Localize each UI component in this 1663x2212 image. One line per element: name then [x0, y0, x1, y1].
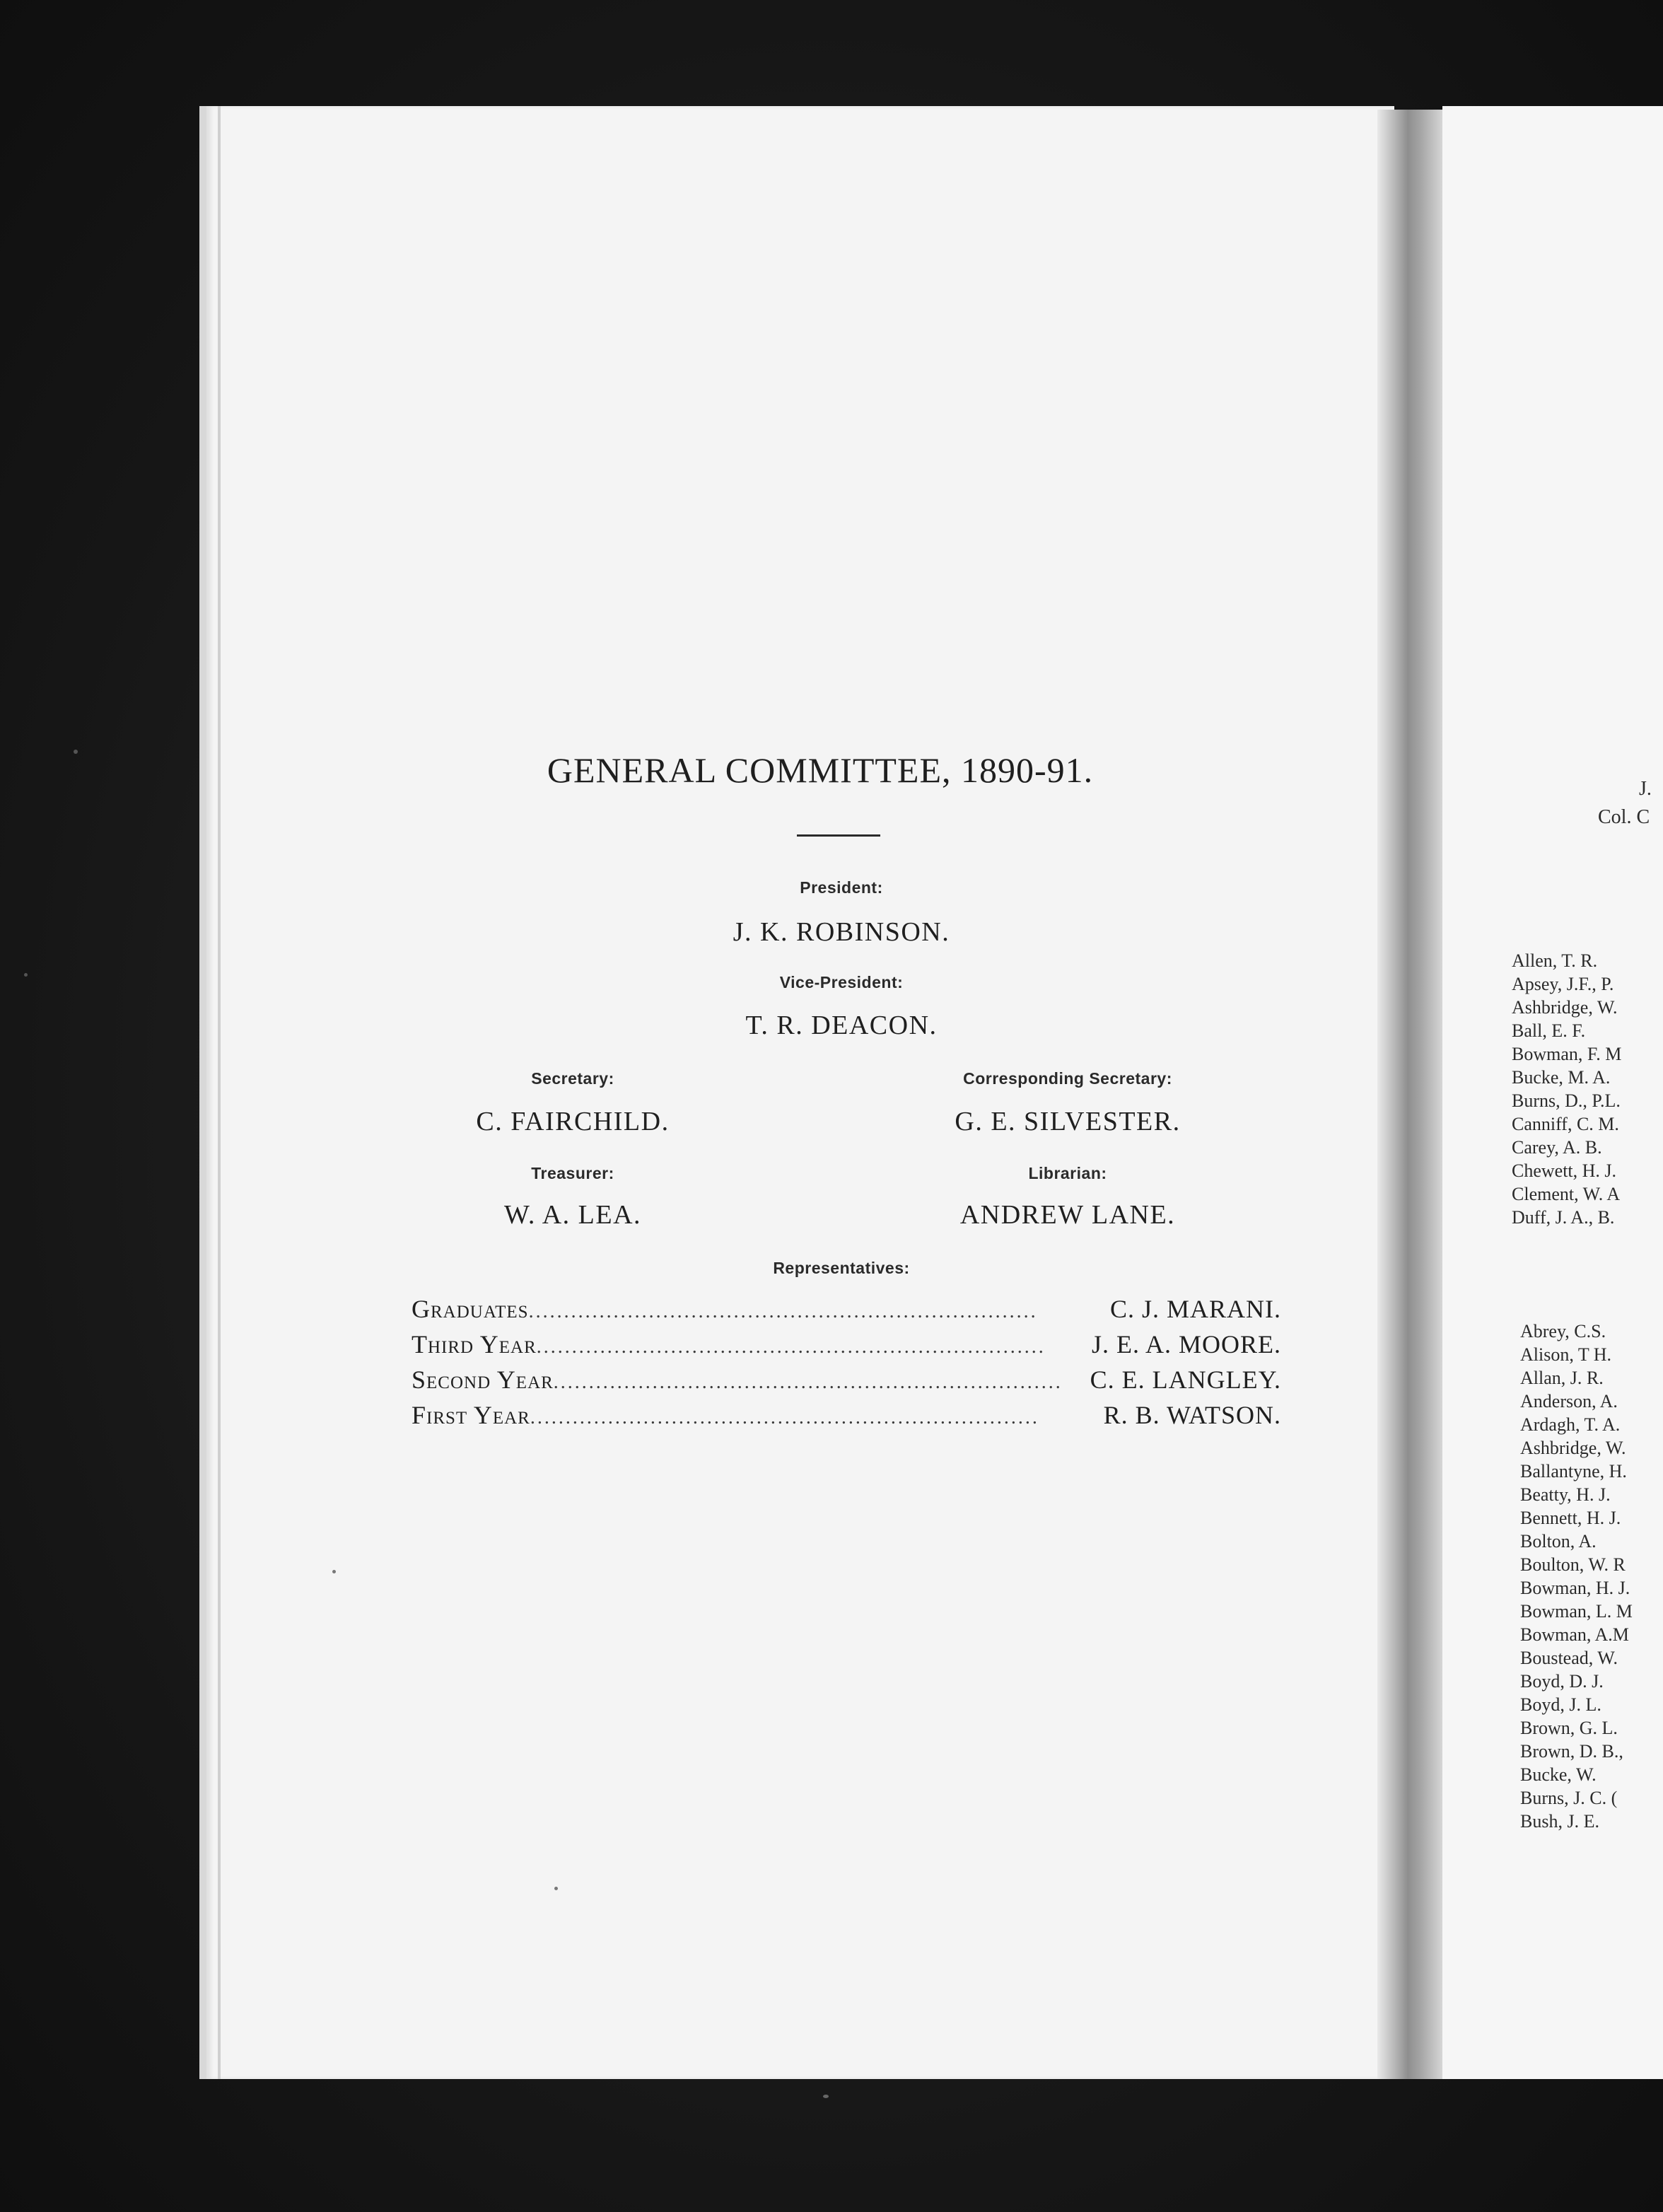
corresponding-secretary-name: G. E. SILVESTER.	[955, 1107, 1181, 1136]
list-item: Bowman, F. M	[1512, 1044, 1622, 1064]
list-item: Bolton, A.	[1520, 1531, 1597, 1552]
representative-row	[412, 1365, 1281, 1400]
list-item: Bowman, A.M	[1520, 1624, 1629, 1645]
representative-row	[412, 1400, 1281, 1436]
list-item: Chewett, H. J.	[1512, 1160, 1617, 1181]
representative-name: C. E. LANGLEY.	[1090, 1366, 1281, 1394]
list-item: Bucke, M. A.	[1512, 1067, 1611, 1088]
facing-top-line: J.	[1639, 778, 1652, 800]
list-item: Clement, W. A	[1512, 1184, 1621, 1204]
list-item: Bowman, H. J.	[1520, 1578, 1630, 1598]
list-item: Boustead, W.	[1520, 1648, 1618, 1668]
scan-speck	[24, 973, 28, 977]
list-item: Allan, J. R.	[1520, 1368, 1604, 1388]
list-item: Duff, J. A., B.	[1512, 1207, 1615, 1228]
representative-row	[412, 1329, 1281, 1365]
list-item: Carey, A. B.	[1512, 1137, 1602, 1158]
title-rule	[797, 834, 880, 837]
book-gutter	[1377, 110, 1445, 2079]
list-item: Brown, G. L.	[1520, 1718, 1618, 1738]
president-label: President:	[800, 878, 883, 897]
scan-speck	[823, 2095, 829, 2098]
facing-list-two	[1520, 1320, 1633, 1833]
leader-dots: ........................................................................	[536, 1336, 1046, 1358]
list-item: Ardagh, T. A.	[1520, 1414, 1621, 1435]
list-item: Brown, D. B.,	[1520, 1741, 1623, 1762]
representative-name: J. E. A. MOORE.	[1091, 1330, 1281, 1358]
page-title: GENERAL COMMITTEE, 1890-91.	[547, 750, 1094, 790]
leader-dots: ........................................................................	[528, 1300, 1038, 1322]
list-item: Bucke, W.	[1520, 1764, 1597, 1785]
treasurer-label: Treasurer:	[531, 1164, 614, 1182]
facing-top-line: Col. C	[1598, 806, 1650, 828]
list-item: Boyd, D. J.	[1520, 1671, 1604, 1692]
list-item: Bush, J. E.	[1520, 1811, 1599, 1832]
representative-year: Graduates	[412, 1295, 529, 1323]
list-item: Ball, E. F.	[1512, 1020, 1586, 1041]
list-item: Bowman, L. M	[1520, 1601, 1633, 1622]
vice-president-name: T. R. DEACON.	[745, 1011, 938, 1040]
list-item: Boyd, J. L.	[1520, 1694, 1601, 1715]
scan-speck	[74, 750, 78, 754]
list-item: Ballantyne, H.	[1520, 1461, 1627, 1482]
representative-year: First Year	[412, 1401, 530, 1429]
list-item: Alison, T H.	[1520, 1344, 1612, 1365]
list-item: Canniff, C. M.	[1512, 1114, 1619, 1134]
treasurer-name: W. A. LEA.	[503, 1200, 642, 1230]
representatives-list	[412, 1294, 1281, 1436]
representative-row	[412, 1294, 1281, 1329]
scan-speck	[554, 1887, 558, 1890]
vice-president-label: Vice-President:	[779, 973, 904, 991]
list-item: Abrey, C.S.	[1520, 1321, 1606, 1341]
representatives-label: Representatives:	[773, 1259, 910, 1277]
corresponding-secretary-label: Corresponding Secretary:	[963, 1069, 1172, 1088]
list-item: Boulton, W. R	[1520, 1554, 1626, 1575]
secretary-name: C. FAIRCHILD.	[476, 1107, 670, 1136]
list-item: Allen, T. R.	[1512, 950, 1598, 971]
secretary-label: Secretary:	[531, 1069, 614, 1088]
list-item: Apsey, J.F., P.	[1512, 974, 1614, 994]
leader-dots: ........................................................................	[553, 1371, 1063, 1393]
list-item: Burns, D., P.L.	[1512, 1090, 1621, 1111]
facing-list-one	[1512, 949, 1621, 1229]
list-item: Burns, J. C. (	[1520, 1788, 1618, 1808]
representative-year: Third Year	[412, 1330, 537, 1358]
librarian-label: Librarian:	[1028, 1164, 1107, 1182]
president-name: J. K. ROBINSON.	[733, 917, 950, 947]
list-item: Bennett, H. J.	[1520, 1508, 1621, 1528]
librarian-name: ANDREW LANE.	[959, 1200, 1176, 1230]
representative-year: Second Year	[412, 1366, 554, 1394]
list-item: Anderson, A.	[1520, 1391, 1618, 1411]
list-item: Ashbridge, W.	[1512, 997, 1618, 1018]
representative-name: R. B. WATSON.	[1103, 1401, 1281, 1429]
representative-name: C. J. MARANI.	[1109, 1295, 1281, 1323]
scan-speck	[332, 1570, 336, 1573]
list-item: Ashbridge, W.	[1520, 1438, 1626, 1458]
leader-dots: ........................................................................	[530, 1407, 1039, 1428]
list-item: Beatty, H. J.	[1520, 1484, 1611, 1505]
